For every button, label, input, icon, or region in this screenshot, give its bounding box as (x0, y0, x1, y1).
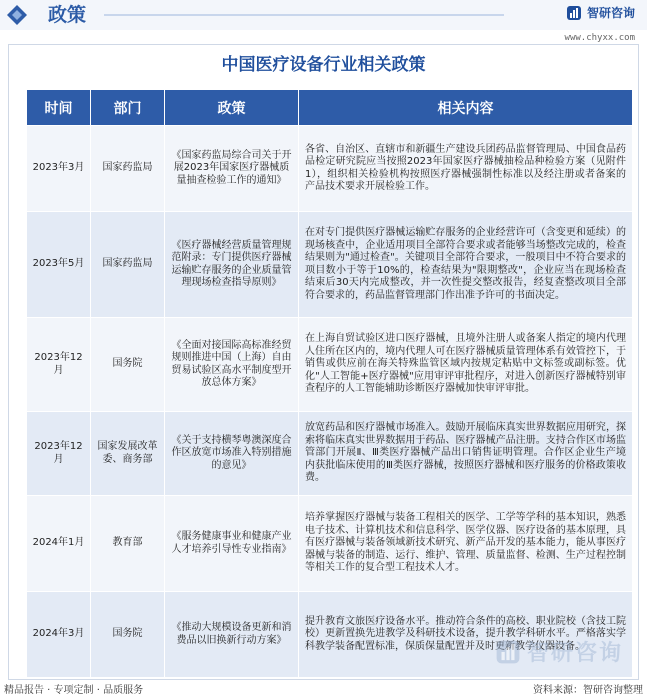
footer-slogan: 精品报告 · 专项定制 · 品质服务 (4, 685, 144, 696)
cell-dept: 国家药监局 (91, 212, 165, 318)
site-url: www.chyxx.com (564, 33, 635, 43)
cell-time: 2024年3月 (27, 592, 91, 678)
cell-time: 2023年5月 (27, 212, 91, 318)
footer (0, 680, 647, 696)
cell-dept: 国务院 (91, 318, 165, 412)
column-header-policy: 政策 (165, 90, 299, 126)
cell-content: 放宽药品和医疗器械市场准入。鼓励开展临床真实世界数据应用研究，探索将临床真实世界数据用于药品、医疗器械产品注册。支持合作区市场监管部门开展Ⅱ、Ⅲ类医疗器械产品出口销售证明管理。合作区企业生产境内获批临床使用的Ⅲ类医疗器械，按照医疗器械和医疗服务的价格政策收费。 (299, 412, 633, 496)
watermark-logo-icon (495, 639, 521, 665)
watermark-text: 智研咨询 (527, 641, 624, 666)
column-header-content: 相关内容 (299, 90, 633, 126)
cell-dept: 国家药监局 (91, 126, 165, 212)
footer-source: 资料来源：智研咨询整理 (533, 685, 643, 696)
cell-policy: 《全面对接国际高标准经贸规则推进中国（上海）自由贸易试验区高水平制度型开放总体方案》 (165, 318, 299, 412)
section-header (0, 0, 647, 30)
policy-panel (8, 44, 639, 680)
table-row (27, 496, 633, 592)
cell-policy: 《推动大规模设备更新和消费品以旧换新行动方案》 (165, 592, 299, 678)
cell-time: 2023年12月 (27, 318, 91, 412)
column-header-time: 时间 (27, 90, 91, 126)
brand-name: 智研咨询 (586, 6, 635, 20)
cell-dept: 国家发展改革委、商务部 (91, 412, 165, 496)
header-divider (104, 14, 504, 16)
table-row (27, 212, 633, 318)
table-header-row (27, 90, 633, 126)
cell-dept: 教育部 (91, 496, 165, 592)
cell-time: 2023年3月 (27, 126, 91, 212)
table-row (27, 126, 633, 212)
brand (566, 4, 635, 21)
cell-content: 培养掌握医疗器械与装备工程相关的医学、工学等学科的基本知识，熟悉电子技术、计算机技术和信息科学、医学仪器、医疗设备的基本原理，具有医疗器械与装备领域新技术研究、新产品开发的基本能力，能从事医疗器械与装备的制造、运行、维护、管理、质量监督、检测、生产过程控制等相关工作的复合型工程技术人才。 (299, 496, 633, 592)
watermark (495, 636, 623, 667)
section-title: 政策 (48, 4, 87, 26)
cell-dept: 国务院 (91, 592, 165, 678)
cell-time: 2023年12月 (27, 412, 91, 496)
diamond-icon (6, 4, 28, 26)
cell-policy: 《国家药监局综合司关于开展2023年国家医疗器械质量抽查检验工作的通知》 (165, 126, 299, 212)
policy-table (26, 89, 633, 678)
brand-logo-icon (566, 5, 582, 21)
table-title: 中国医疗设备行业相关政策 (221, 55, 426, 75)
cell-time: 2024年1月 (27, 496, 91, 592)
cell-content: 各省、自治区、直辖市和新疆生产建设兵团药品监督管理局、中国食品药品检定研究院应当按照2023年国家医疗器械抽检品种检验方案（见附件1），组织相关检验机构按照医疗器械强制性标准以及经注册或者备案的产品技术要求开展检验工作。 (299, 126, 633, 212)
cell-policy: 《关于支持横琴粤澳深度合作区放宽市场准入特别措施的意见》 (165, 412, 299, 496)
cell-policy: 《服务健康事业和健康产业人才培养引导性专业指南》 (165, 496, 299, 592)
cell-content: 提升教育文旅医疗设备水平。推动符合条件的高校、职业院校（含技工院校）更新置换先进教学及科研技术设备，提升教学科研水平。严格落实学科教学装备配置标准，保质保量配置并及时更新教学仪器设备。 (299, 592, 633, 678)
cell-content: 在上海自贸试验区进口医疗器械，且境外注册人或备案人指定的境内代理人住所在区内的，境内代理人可在医疗器械质量管理体系有效管控下，于销售或供应前在海关特殊监管区域内按规定粘贴中文标签或副标签。优化"人工智能+医疗器械"应用审评审批程序，对进入创新医疗器械特别审查程序的人工智能辅助诊断医疗器械加快审评审批。 (299, 318, 633, 412)
table-row (27, 318, 633, 412)
cell-policy: 《医疗器械经营质量管理规范附录：专门提供医疗器械运输贮存服务的企业质量管理现场检查指导原则》 (165, 212, 299, 318)
column-header-dept: 部门 (91, 90, 165, 126)
cell-content: 在对专门提供医疗器械运输贮存服务的企业经营许可（含变更和延续）的现场核查中，企业适用项目全部符合要求或者能够当场整改完成的，检查结果则为"通过检查"。关键项目全部符合要求，一般项目中不符合要求的项目数小于等于10%的，检查结果为"限期整改"，企业应当在现场检查结束后30天内完成整改，并一次性提交整改报告，经复查整改项目全部符合要求的，药品监督管理部门作出准予许可的书面决定。 (299, 212, 633, 318)
table-row (27, 412, 633, 496)
